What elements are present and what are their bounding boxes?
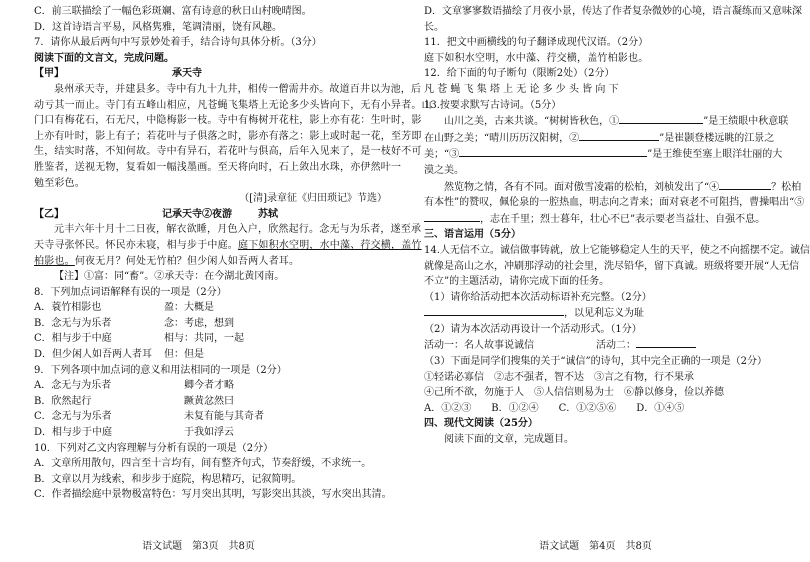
recite-text: ”是王绩眼中秋意联	[703, 116, 789, 128]
option-a: A．念无与为乐者	[34, 380, 112, 392]
right-page	[397, 0, 810, 562]
question-13: 13.按要求默写古诗词。（5分）	[424, 99, 562, 111]
task-3: （3）下面是同学们搜集的关于“诚信”的诗句，其中完全正确的一项是（2分）	[424, 356, 767, 368]
section-3-heading: 三、语言运用（5分）	[424, 229, 521, 241]
yi-line: 元丰六年十月十二日夜，解衣欲睡，月色入户，欣然起行。念无与为乐者，遂至承	[54, 224, 422, 236]
option-d: D．文章寥寥数语描绘了月夜小景，传达了作者复杂微妙的心境，语言凝练而又意味深	[424, 6, 803, 17]
jia-source: （[清]录章征《归田琐记》节选）	[239, 193, 387, 205]
answer-choices: A．①②③ B．①②④ C．①②⑤⑥ D．①④⑤	[424, 402, 685, 414]
option-a: A．蓑竹相影也	[34, 302, 102, 314]
slogan-text: ，以见利忘义为耻	[564, 308, 644, 320]
option-b-compare: 蹶黄忿然曰	[184, 395, 234, 407]
jia-heading	[34, 66, 387, 82]
jia-line: 勉至彩色。	[34, 177, 85, 189]
jia-line: 动亏其一而止。寺门有五峰山相应，凡苍蝇飞集塔上无论多少头皆向下，无有小异者。山	[34, 99, 432, 111]
option-c: C．相与步于中庭	[34, 333, 112, 345]
jia-line: 泉州承天寺，并建县多。寺中有九十九井，相传一僧需井亦。故道百井以为池，后	[54, 83, 422, 95]
recite-line	[424, 113, 789, 130]
activity-line	[424, 337, 776, 354]
recite-text: 在山野之美；“晴川历历汉阳树，②	[424, 132, 580, 144]
option-row	[34, 394, 387, 410]
question-10: 10．下列对乙文内容理解与分析有误的一项是（2分）	[34, 442, 274, 454]
question-14-cont: 就像是高山之水，冲刷那浮动的社会里，洗尽铅华，留下真诚。班级将要开展“人无信	[424, 260, 800, 272]
option-d-compare: 于我如浮云	[184, 427, 234, 439]
recite-line: 有本性”的赞叹，佩伦泉的一腔热血，明志向之青来；面对衰老不可阻挡，曹操唱出“⑤	[424, 197, 805, 209]
option-row	[34, 300, 387, 316]
recite-text: 美；“③	[424, 149, 460, 161]
option-d: D．相与步于中庭	[34, 427, 113, 439]
recite-line: 漠之美。	[424, 164, 464, 176]
option-a-gloss: 盈：大概是	[164, 302, 214, 314]
task-2: （2）请为本次活动再设计一个活动形式。（1分）	[424, 323, 642, 335]
question-7: 7．请你从最后两句中写景妙处着手，结合诗句具体分析。（3分）	[34, 37, 322, 49]
option-a: A．文章所用散句，四言至十言均有，间有整齐句式，节奏舒缓，不求统一。	[34, 458, 372, 470]
page-footer: 语文试题 第4页 共8页	[539, 541, 652, 552]
option-row	[34, 347, 387, 363]
activity-2-blank[interactable]	[636, 337, 696, 348]
jia-line: 门口有梅花石，石无尺，中隐梅影一枝。寺中有梅树开花柱，影上亦有花：生叶时，影	[34, 115, 422, 127]
blank-3[interactable]	[459, 146, 647, 157]
option-row	[34, 331, 387, 347]
poem-options: ①轻诺必寡信 ②志不强者，智不达 ③言之有物，行不果承	[424, 371, 694, 383]
translate-sentence: 庭下如积水空明，水中藻、荇交横，盖竹柏影也。	[424, 52, 649, 64]
recite-text: 然览物之情，各有不同。面对傲雪凌霜的松柏，刘桢发出了“④	[444, 181, 720, 193]
jia-line: 胜鉴者，送视无物，复看如一幅浅墨画。至天将向时，石上敛出水珠，亦伊然叶一	[34, 161, 402, 173]
option-row	[34, 378, 387, 394]
blank-4[interactable]	[719, 179, 771, 190]
option-row	[34, 316, 387, 332]
reading-instruction: 阅读下面的文章，完成题目。	[444, 434, 574, 446]
blank-2[interactable]	[579, 130, 659, 141]
option-c-gloss: 相与：共同，一起	[164, 333, 244, 345]
recite-text: 山川之美，古来共谈。“树树皆秋色，①	[444, 116, 620, 128]
option-c: C．作者描绘庭中景物极富特色：写月突出其明，写影突出其淡，写水突出其清。	[34, 489, 392, 501]
yi-underlined: 庭下如积水空明，水中藻、荇交横，盖竹	[238, 239, 422, 251]
blank-1[interactable]	[619, 113, 703, 124]
option-c-compare: 未复有能与其奇者	[184, 411, 264, 423]
option-b: B．欣然起行	[34, 395, 92, 407]
reading-instruction: 阅读下面的文言文，完成问题。	[34, 52, 174, 64]
jia-title: 承天寺	[172, 68, 202, 80]
option-row	[34, 425, 387, 441]
option-b: B．念无与为乐者	[34, 317, 112, 329]
page-footer: 语文试题 第3页 共8页	[142, 541, 255, 552]
yi-text: 何夜无月？何处无竹柏？但少闲人如吾两人者耳。	[74, 255, 300, 267]
recite-text: ”是王维使至塞上眼洋壮丽的大	[647, 149, 783, 161]
note: 【注】①富：同“畜”。②承天寺：在今湖北黄冈南。	[54, 271, 285, 283]
jia-line: 上亦有叶时，影上有子；若花叶与子俱落之时，影亦有落之：影上或时起一花，至芳即	[34, 130, 422, 142]
option-b-gloss: 念：考虑，想到	[164, 317, 234, 329]
option-d: D．这首诗语言平易，风格隽雅，笔调清丽，饶有风趣。	[34, 21, 283, 33]
option-b: B．文章以月为线索，和步步于庭院，构思精巧，记叙简明。	[34, 473, 302, 485]
option-d: D．但少闲人如吾两人者耳	[34, 349, 153, 361]
question-11: 11．把文中画横线的句子翻译成现代汉语。（2分）	[424, 37, 649, 49]
option-a-compare: 卿今者才略	[184, 380, 234, 392]
yi-text: 天寺寻张怀民。怀民亦未寝，相与步于中庭。	[34, 239, 238, 251]
section-4-heading: 四、现代文阅读（25分）	[424, 418, 538, 430]
question-8: 8．下列加点词语解释有误的一项是（2分）	[34, 286, 227, 298]
activity-1: 活动一：名人故事说诚信	[424, 340, 534, 352]
task-1: （1）请你给活动把本次活动标语补充完整。（2分）	[424, 291, 652, 303]
recite-line	[424, 179, 802, 196]
yi-title: 记承天寺②夜游	[162, 208, 232, 220]
activity-2-label: 活动二：	[596, 340, 636, 352]
recite-text: ，志在千里；烈士暮年，壮心不已”表示要老当益壮、自强不息。	[480, 213, 766, 225]
recite-text: ”是崔颢登楼远眺的江景之	[659, 132, 775, 144]
slogan-blank[interactable]	[424, 305, 564, 316]
question-14-cont: 不立”的主题活动，请你完成下面的任务。	[424, 276, 610, 288]
yi-tag: 【乙】	[34, 208, 64, 220]
option-c: C．前三联描绘了一幅色彩斑斓、富有诗意的秋日山村晚晴图。	[34, 6, 312, 17]
blank-5[interactable]	[424, 211, 480, 222]
yi-author: 苏轼	[258, 208, 278, 220]
option-row	[34, 409, 387, 425]
option-c: C．念无与为乐者	[34, 411, 112, 423]
question-14: 14.人无信不立。诚信做事铸就，放上它能够稳定人生的天平，使之不向摇摆不定。诚信	[424, 244, 810, 256]
poem-options: ④己所不欲，勿施于人 ⑤人信信则易为士 ⑥静以修身，俭以养德	[424, 387, 724, 399]
slogan-line	[424, 305, 776, 322]
punctuate-sentence: 凡 苍 蝇 飞 集 塔 上 无 论 多 少 头 皆 向 下	[424, 83, 619, 95]
option-d-gloss: 但：但是	[164, 349, 204, 361]
yi-heading	[34, 207, 387, 223]
question-12: 12．给下面的句子断句（限断2处）（2分）	[424, 68, 615, 80]
yi-underlined: 柏影也。	[34, 255, 75, 267]
recite-line	[424, 211, 776, 228]
recite-line	[424, 146, 783, 163]
jia-line: 生，结实时落，不知何故。寺中有异石，若花叶与俱高，后年入见来了，是一枝好不可	[34, 146, 422, 158]
recite-line	[424, 130, 776, 147]
question-9: 9．下列各项中加点词的意义和用法相同的一项是（2分）	[34, 364, 287, 376]
yi-line	[34, 254, 387, 270]
option-d-cont: 长。	[424, 21, 444, 33]
jia-tag: 【甲】	[34, 68, 64, 80]
yi-line	[34, 238, 422, 254]
recite-text: ？松柏	[771, 181, 802, 193]
